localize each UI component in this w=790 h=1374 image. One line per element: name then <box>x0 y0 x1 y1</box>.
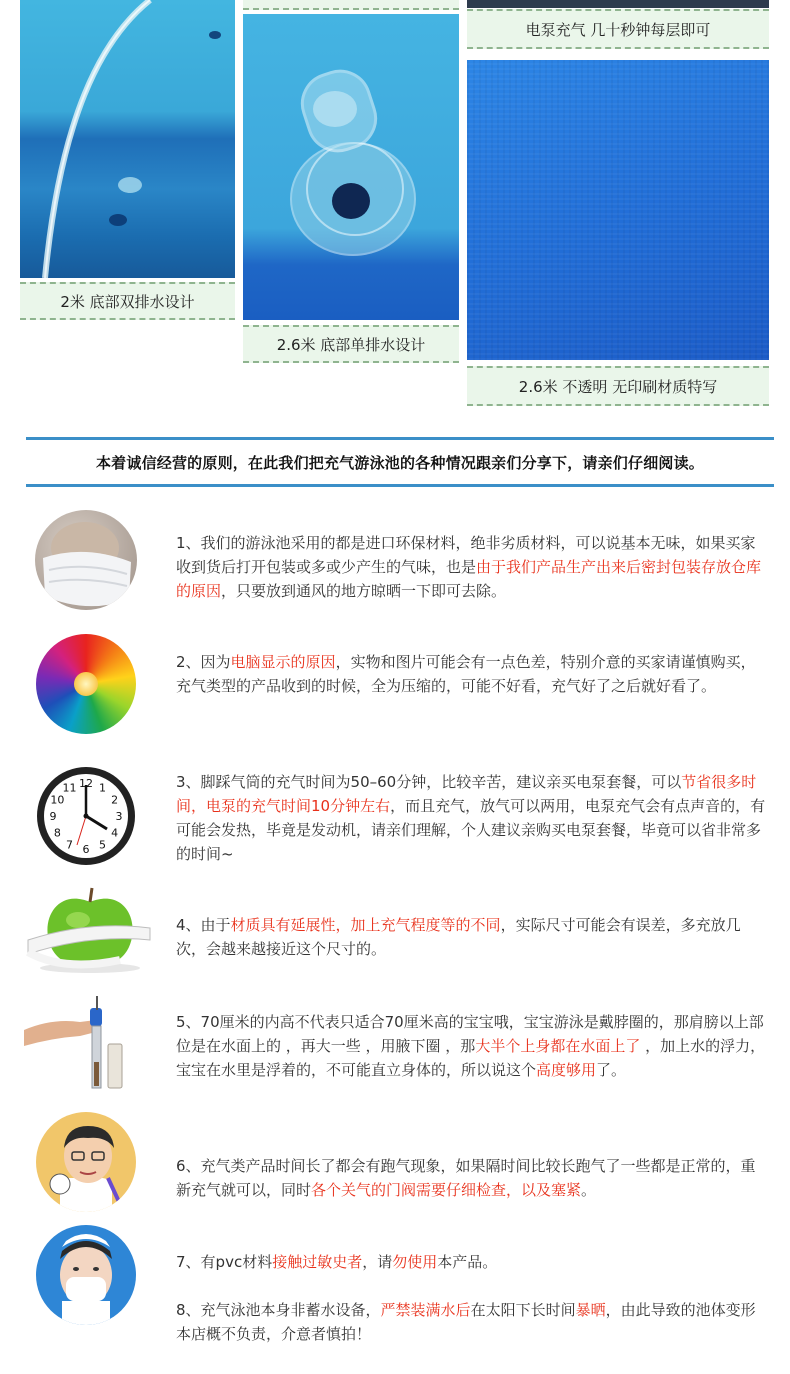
notice-item-8: 8、充气泳池本身非蓄水设备，严禁装满水后在太阳下长时间暴晒，由此导致的池体变形本店概不负责，介意者慎拍！ <box>176 1301 756 1343</box>
notice-item-5: 5、70厘米的内高不代表只适合70厘米高的宝宝哦，宝宝游泳是戴脖圈的，那肩膀以上部位是在水面上的 ，再大一些 ，用腋下圈 ，那大半个上身都在水面上了 ，加上水的浮力，宝宝在水里是浮着的，不可能直立身体的，所以说这个高度够用了。 <box>176 1013 766 1079</box>
notice-item-4: 4、由于材质具有延展性，加上充气程度等的不同，实际尺寸可能会有误差，多充放几次，会越来越接近这个尺寸的。 <box>176 916 741 958</box>
mask-face-icon <box>35 510 137 610</box>
clock-icon <box>37 767 135 865</box>
color-swirl-icon <box>36 634 136 734</box>
clock-numeral: 9 <box>49 810 57 823</box>
caption-double-drain: 2米 底部双排水设计 <box>20 282 235 320</box>
clock-numeral: 11 <box>62 781 77 795</box>
photo-single-drain <box>243 14 459 320</box>
clock-numeral: 4 <box>111 826 119 840</box>
caption-pump: 电泵充气 几十秒钟每层即可 <box>467 9 769 49</box>
notice-item-2: 2、因为电脑显示的原因，实物和图片可能会有一点色差，特别介意的买家请谨慎购买，充气类型的产品收到的时候，全为压缩的，可能不好看，充气好了之后就好看了。 <box>176 653 756 695</box>
caption-strip-top-middle <box>243 0 459 10</box>
notice-text: 本着诚信经营的原则，在此我们把充气游泳池的各种情况跟亲们分享下，请亲们仔细阅读。 <box>95 454 704 472</box>
test-tube-icon <box>22 992 142 1092</box>
notice-item-3: 3、脚踩气筒的充气时间为50–60分钟，比较辛苦，建议亲买电泵套餐，可以节省很多时间，电泵的充气时间10分钟左右，而且充气，放气可以两用，电泵充气会有点声音的，有可能会发热，毕竟是发动机，请亲们理解，个人建议亲购买电泵套餐，毕竟可以省非常多的时间~ <box>176 773 766 863</box>
clock-numeral: 10 <box>50 793 65 807</box>
notice-item-6: 6、充气类产品时间长了都会有跑气现象，如果隔时间比较长跑气了一些都是正常的，重新充气就可以，同时各个关气的门阀需要仔细检查，以及塞紧。 <box>176 1157 756 1199</box>
clock-numeral: 12 <box>79 777 93 790</box>
photo-material-closeup <box>467 60 769 360</box>
clock-numeral: 6 <box>82 843 90 856</box>
hose-illustration <box>20 0 235 278</box>
notice-bottom-rule <box>26 484 774 487</box>
notice-item-1: 1、我们的游泳池采用的都是进口环保材料，绝非劣质材料，可以说基本无味，如果买家收到货后打开包装或多或少产生的气味，也是由于我们产品生产出来后密封包装存放仓库的原因，只要放到通风的地方晾晒一下即可去除。 <box>176 534 762 600</box>
doctor-cartoon-icon <box>36 1112 136 1212</box>
photo-pump-strip <box>467 0 769 8</box>
clock-numeral: 1 <box>99 781 106 795</box>
clock-numeral: 2 <box>111 793 119 807</box>
clock-numeral: 8 <box>53 826 61 840</box>
photo-double-drain <box>20 0 235 278</box>
valve-illustration <box>243 14 459 320</box>
notice-item-7: 7、有pvc材料接触过敏史者，请勿使用本产品。 <box>176 1253 498 1271</box>
apple-tape-icon <box>24 882 154 974</box>
clock-numeral: 5 <box>99 838 106 852</box>
caption-single-drain: 2.6米 底部单排水设计 <box>243 325 459 363</box>
notice-top-rule <box>26 437 774 440</box>
clock-numeral: 3 <box>115 810 123 823</box>
clock-numeral: 7 <box>66 838 73 852</box>
caption-material: 2.6米 不透明 无印刷材质特写 <box>467 366 769 406</box>
nurse-mask-icon <box>36 1225 136 1325</box>
